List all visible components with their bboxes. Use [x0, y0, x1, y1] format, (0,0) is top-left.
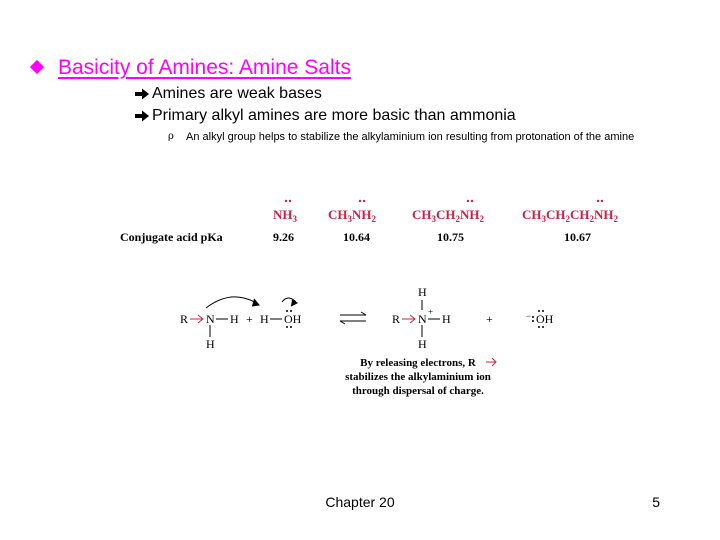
pka-value: 10.75	[437, 230, 464, 244]
lone-pair-dots	[285, 200, 603, 202]
hydroxide-oh: OH	[536, 312, 554, 326]
caption-line-1: By releasing electrons, R	[360, 357, 476, 369]
curved-arrows	[206, 297, 297, 308]
pka-table-figure	[110, 195, 650, 250]
hydrogen-atom: H	[442, 312, 451, 326]
caption-line-3: through dispersal of charge.	[352, 385, 484, 397]
pka-value: 10.67	[564, 230, 591, 244]
hydrogen-atom: H	[230, 312, 239, 326]
product-r-group: R	[392, 312, 401, 326]
bullet-1-text: Amines are weak bases	[152, 85, 322, 102]
plus-sign: +	[246, 312, 253, 326]
compound-nh3: $NH_3$	[273, 207, 297, 224]
footer-chapter: Chapter 20	[325, 494, 395, 510]
hydrogen-atom: H	[418, 285, 427, 299]
compound-ch3nh2: $CH_3NH_2$	[328, 207, 376, 224]
slide-title-row	[30, 54, 351, 82]
plus-sign: +	[486, 312, 493, 326]
pka-value: 10.64	[343, 230, 370, 244]
hydroxide-charge: −	[526, 311, 532, 321]
sub-bullet	[168, 130, 668, 144]
bullet-2-text: Primary alkyl amines are more basic than ammonia	[152, 107, 516, 124]
compound-propylamine: $CH_3CH_2CH_2NH_2$	[522, 207, 618, 224]
water-oh: OH	[284, 312, 302, 326]
nitrogen-atom: N	[206, 312, 215, 326]
arrow-right-icon	[134, 109, 150, 123]
water-hydrogen: H	[260, 312, 269, 326]
protonation-reaction	[170, 280, 590, 400]
hydrogen-atom: H	[206, 337, 215, 351]
product-nitrogen: N	[418, 312, 427, 326]
arrow-right-icon	[134, 87, 150, 101]
compound-ethylamine: $CH_3CH_2NH_2$	[412, 207, 484, 224]
equilibrium-arrow	[340, 312, 366, 324]
bullet-1	[134, 84, 322, 104]
hydrogen-atom: H	[418, 337, 427, 351]
r-group: R	[180, 312, 189, 326]
pka-row-label: Conjugate acid pKa	[120, 230, 223, 244]
sub-bullet-marker: ρ	[168, 131, 174, 142]
caption-arrow-icon	[486, 358, 496, 366]
bullet-2	[134, 106, 516, 126]
product-charge: +	[428, 307, 434, 317]
pka-value: 9.26	[273, 230, 294, 244]
caption-line-2: stabilizes the alkylaminium ion	[345, 371, 491, 383]
diamond-bullet-icon	[30, 61, 44, 75]
footer-page-number: 5	[652, 494, 660, 510]
sub-bullet-text: An alkyl group helps to stabilize the alkylaminium ion resulting from protonation of the amine	[186, 131, 635, 143]
slide-title: Basicity of Amines: Amine Salts	[58, 56, 351, 79]
